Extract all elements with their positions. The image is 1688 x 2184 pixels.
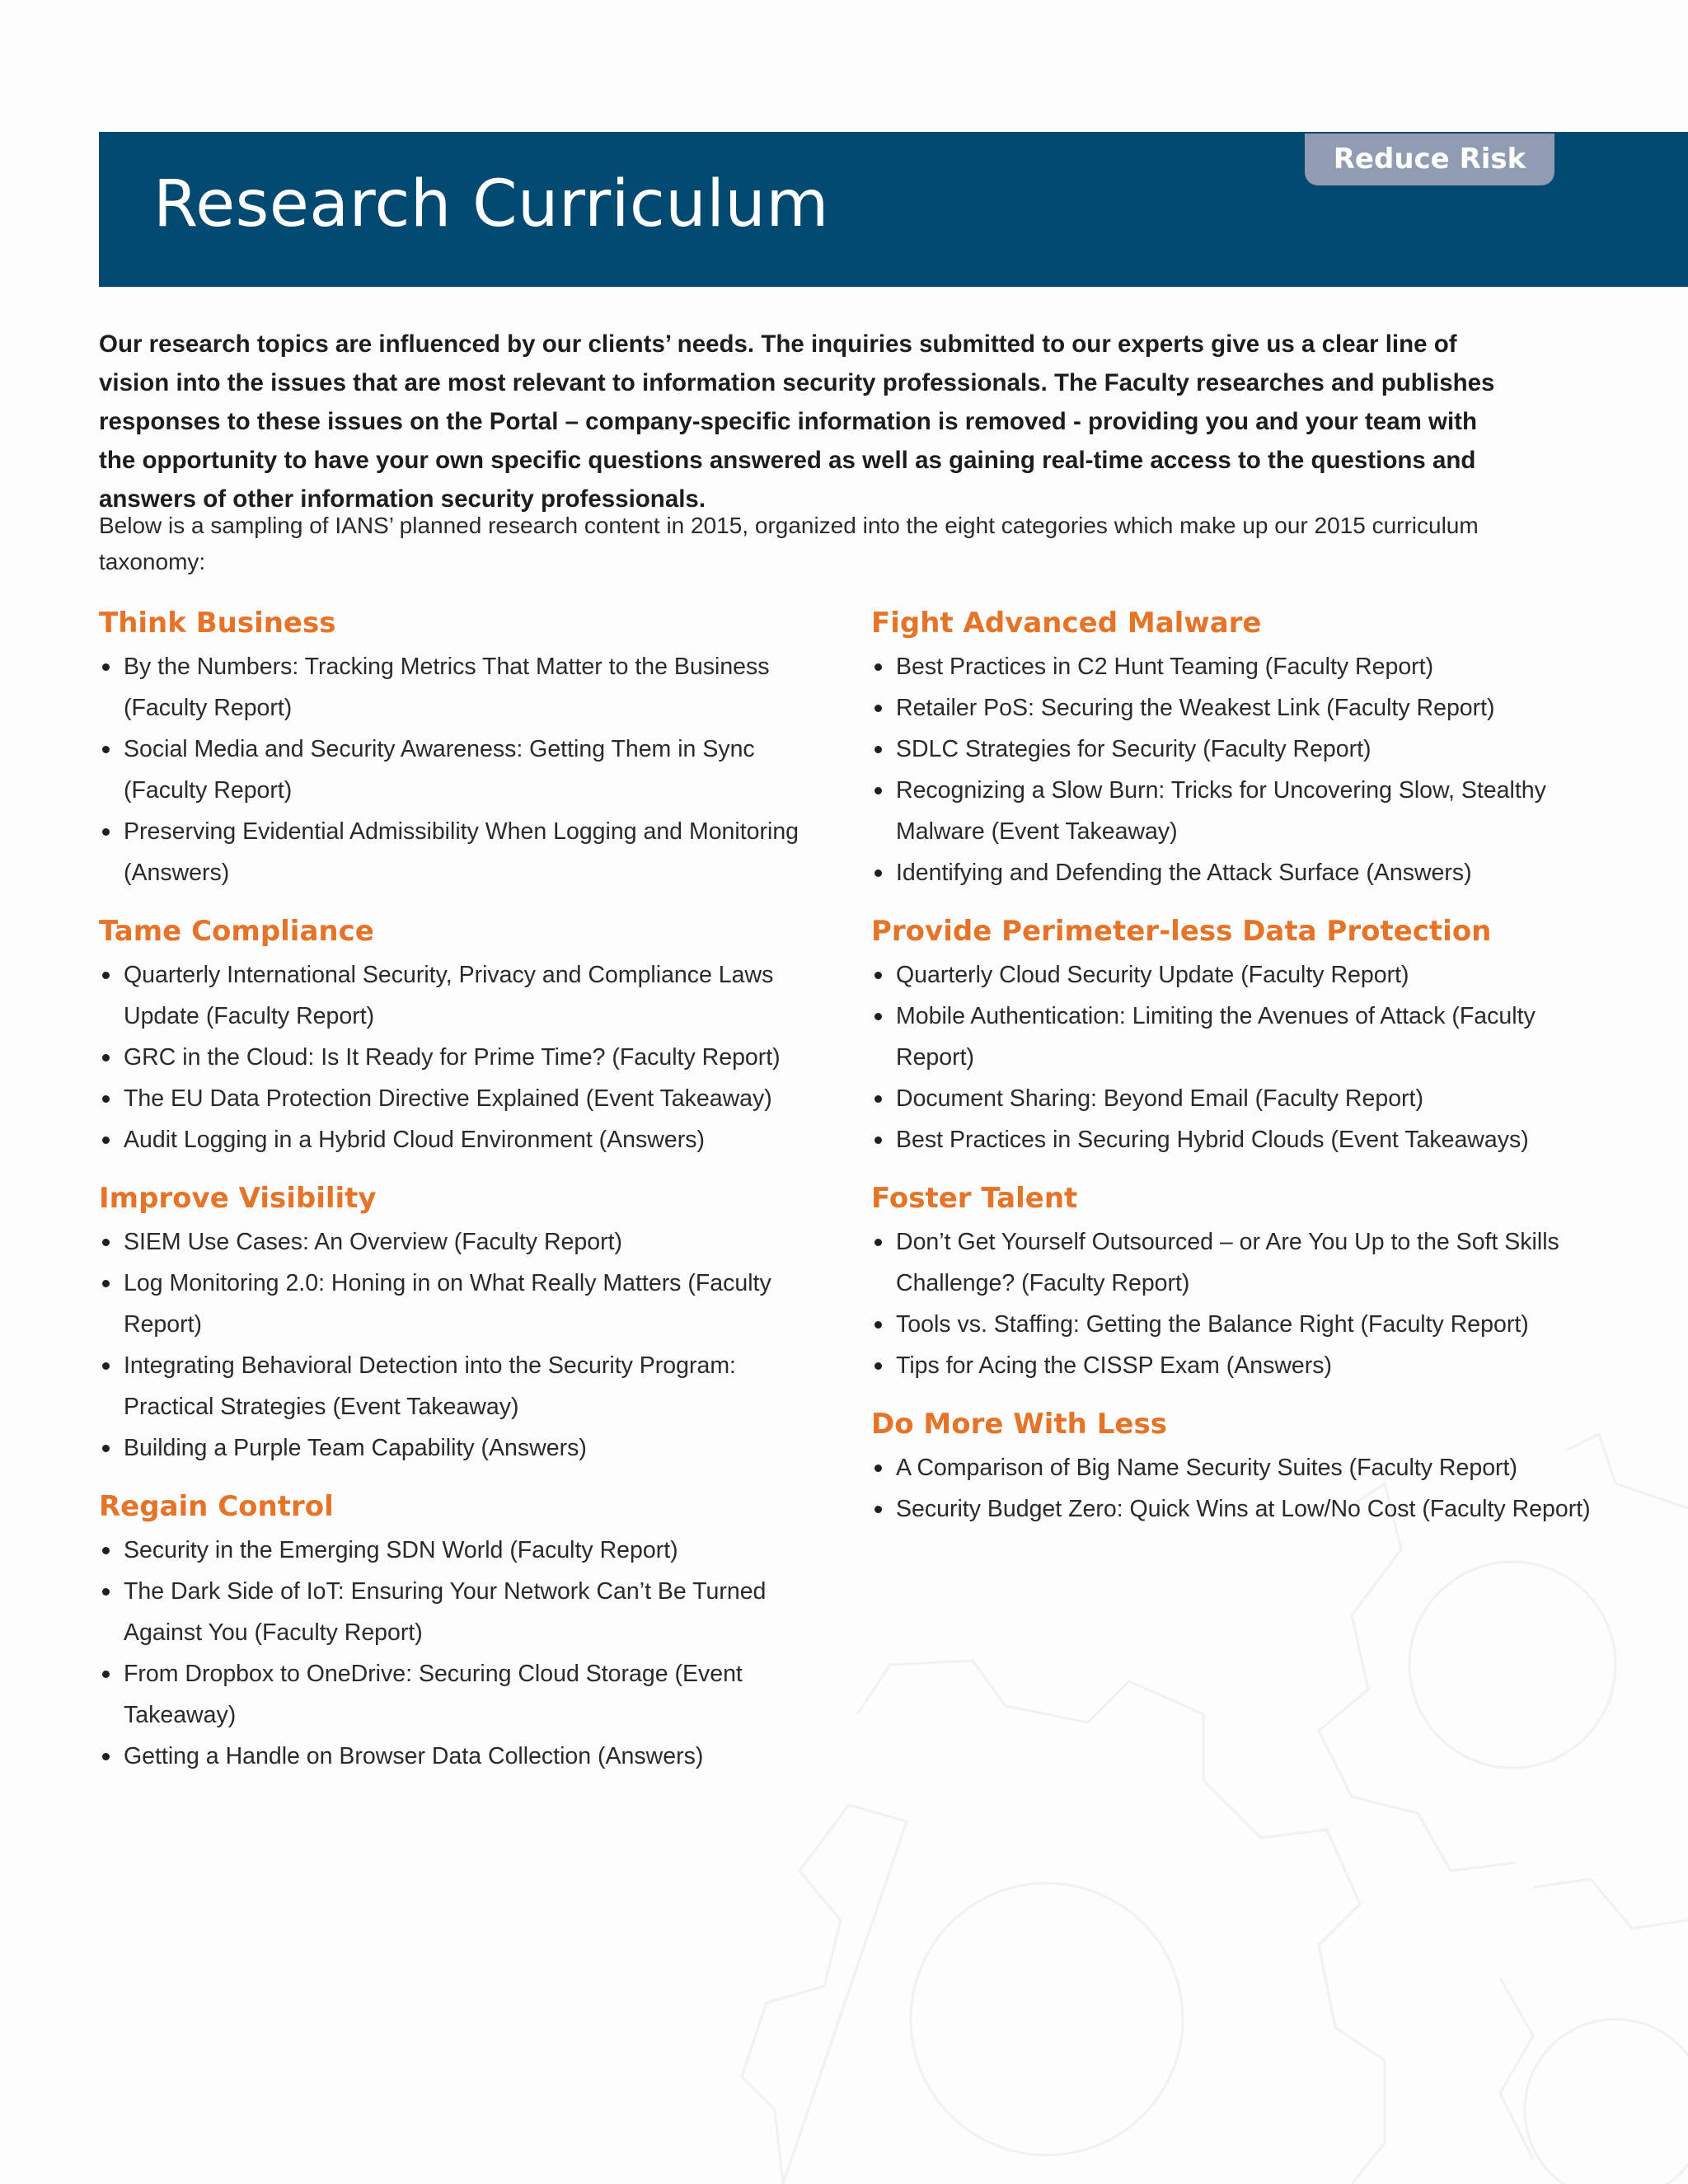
list-item: Retailer PoS: Securing the Weakest Link (Faculty Report) (871, 687, 1597, 729)
list-item: Security in the Emerging SDN World (Faculty Report) (99, 1530, 824, 1571)
list-item: Recognizing a Slow Burn: Tricks for Uncovering Slow, Stealthy Malware (Event Takeaway) (871, 770, 1597, 852)
category-heading: Fight Advanced Malware (871, 607, 1262, 640)
list-item: Tools vs. Staffing: Getting the Balance Right (Faculty Report) (871, 1304, 1597, 1345)
list-item: The Dark Side of IoT: Ensuring Your Network Can’t Be Turned Against You (Faculty Report) (99, 1571, 824, 1653)
list-item: Best Practices in Securing Hybrid Clouds (Event Takeaways) (871, 1119, 1597, 1160)
list-item: Preserving Evidential Admissibility When Logging and Monitoring (Answers) (99, 811, 824, 893)
list-item: Social Media and Security Awareness: Getting Them in Sync (Faculty Report) (99, 729, 824, 811)
list-item: SIEM Use Cases: An Overview (Faculty Report) (99, 1221, 824, 1263)
list-item: Identifying and Defending the Attack Surface (Answers) (871, 852, 1597, 893)
category-heading: Tame Compliance (99, 915, 374, 948)
list-item: From Dropbox to OneDrive: Securing Cloud Storage (Event Takeaway) (99, 1653, 824, 1736)
category-do-more-with-less (871, 1401, 1597, 1530)
list-item: By the Numbers: Tracking Metrics That Matter to the Business (Faculty Report) (99, 646, 824, 729)
category-list (871, 1447, 1597, 1530)
category-heading: Provide Perimeter-less Data Protection (871, 915, 1492, 948)
category-perimeter-less-data-protection (871, 908, 1597, 1160)
category-list (99, 1530, 824, 1777)
category-list (871, 1221, 1597, 1386)
category-tame-compliance (99, 908, 824, 1160)
large-gear-icon (742, 1661, 1385, 2184)
sampling-paragraph: Below is a sampling of IANS’ planned research content in 2015, organized into the eight categories which make up our 2015 curriculum taxonomy: (99, 513, 1479, 574)
intro-paragraph: Our research topics are influenced by our clients’ needs. The inquiries submitted to our experts give us a clear line of vision into the issues that are most relevant to information security professionals. The Faculty researches and publishes responses to these issues on the Portal – company-specific information is removed - providing you and your team with the opportunity to have your own specific questions answered as well as gaining real-time access to the questions and answers of other information security professionals. (99, 330, 1495, 513)
list-item: Log Monitoring 2.0: Honing in on What Really Matters (Faculty Report) (99, 1263, 824, 1345)
list-item: A Comparison of Big Name Security Suites (Faculty Report) (871, 1447, 1597, 1488)
list-item: Best Practices in C2 Hunt Teaming (Faculty Report) (871, 646, 1597, 687)
list-item: Integrating Behavioral Detection into the Security Program: Practical Strategies (Event Takeaway) (99, 1345, 824, 1427)
category-list (99, 954, 824, 1160)
list-item: Don’t Get Yourself Outsourced – or Are You Up to the Soft Skills Challenge? (Faculty Report) (871, 1221, 1597, 1304)
category-regain-control (99, 1483, 824, 1777)
category-foster-talent (871, 1175, 1597, 1386)
category-list (99, 646, 824, 893)
category-heading: Foster Talent (871, 1182, 1078, 1215)
list-item: Getting a Handle on Browser Data Collection (Answers) (99, 1736, 824, 1777)
list-item: Security Budget Zero: Quick Wins at Low/No Cost (Faculty Report) (871, 1488, 1597, 1530)
reduce-risk-tag: Reduce Risk (1305, 134, 1554, 185)
list-item: Audit Logging in a Hybrid Cloud Environment (Answers) (99, 1119, 824, 1160)
category-think-business (99, 600, 824, 893)
list-item: Mobile Authentication: Limiting the Avenues of Attack (Faculty Report) (871, 996, 1597, 1078)
category-heading: Think Business (99, 607, 336, 640)
category-list (871, 646, 1597, 893)
category-fight-advanced-malware (871, 600, 1597, 893)
category-heading: Improve Visibility (99, 1182, 377, 1215)
list-item: GRC in the Cloud: Is It Ready for Prime Time? (Faculty Report) (99, 1037, 824, 1078)
list-item: Document Sharing: Beyond Email (Faculty Report) (871, 1078, 1597, 1119)
corner-gear-icon (1500, 1879, 1688, 2159)
list-item: SDLC Strategies for Security (Faculty Report) (871, 729, 1597, 770)
list-item: Tips for Acing the CISSP Exam (Answers) (871, 1345, 1597, 1386)
list-item: Quarterly Cloud Security Update (Faculty Report) (871, 954, 1597, 996)
list-item: The EU Data Protection Directive Explained (Event Takeaway) (99, 1078, 824, 1119)
list-item: Quarterly International Security, Privacy and Compliance Laws Update (Faculty Report) (99, 954, 824, 1037)
page-title: Research Curriculum (153, 167, 829, 241)
category-list (99, 1221, 824, 1469)
list-item: Building a Purple Team Capability (Answers) (99, 1427, 824, 1469)
right-column (871, 600, 1597, 1544)
category-improve-visibility (99, 1175, 824, 1469)
category-heading: Regain Control (99, 1490, 334, 1523)
category-list (871, 954, 1597, 1160)
left-column (99, 600, 824, 1792)
category-heading: Do More With Less (871, 1408, 1167, 1441)
